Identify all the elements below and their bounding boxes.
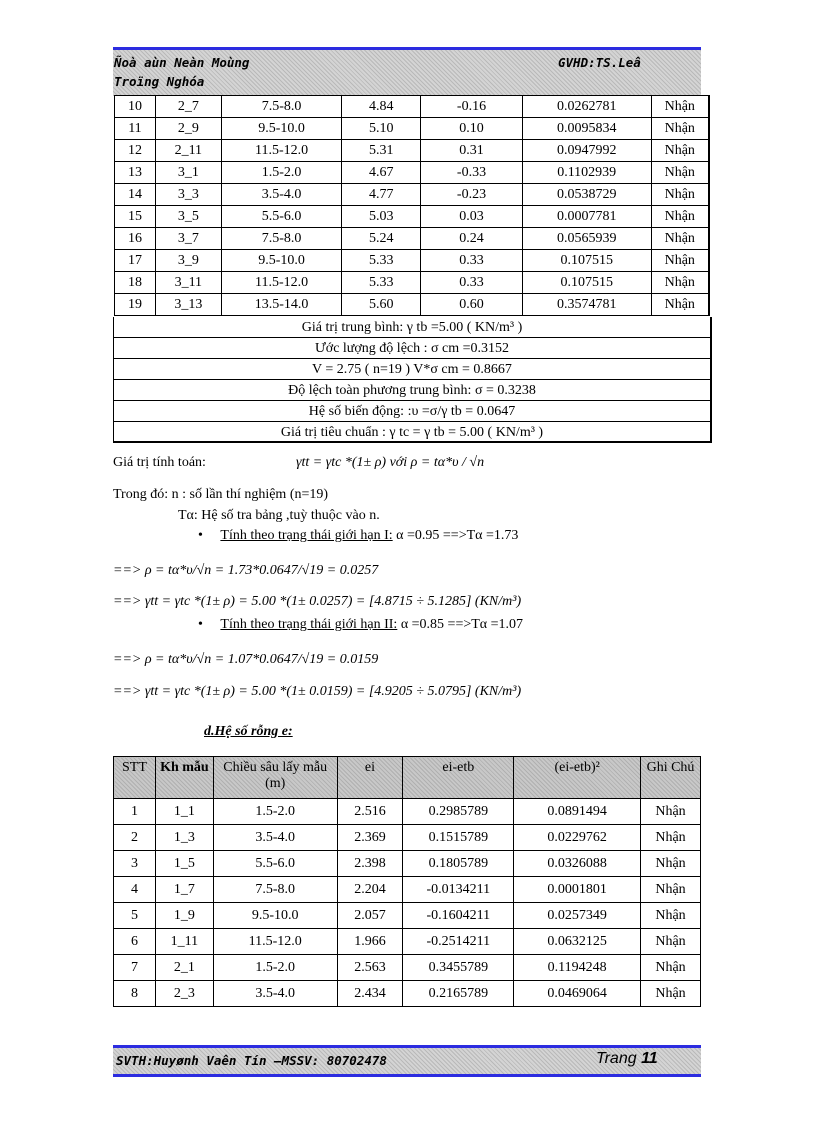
standard-value: Giá trị tiêu chuẩn : γ tc = γ tb = 5.00 ( KN/m³ ): [114, 422, 710, 443]
variation-coefficient: Hệ số biến động: :υ =σ/γ tb = 0.0647: [114, 401, 710, 422]
table-row: [115, 228, 710, 250]
table-cell: 5: [114, 903, 156, 929]
table-cell: 3_9: [155, 250, 221, 272]
table-row: [115, 140, 710, 162]
table-cell: 0.2165789: [403, 981, 514, 1007]
ta-line: Tα: Hệ số tra bảng ,tuỳ thuộc vào n.: [178, 508, 380, 523]
table-cell: 6: [114, 929, 156, 955]
table-cell: 13.5-14.0: [221, 294, 342, 316]
table-cell: 0.0891494: [514, 799, 641, 825]
table-cell: 2_11: [155, 140, 221, 162]
table-cell: 0.0229762: [514, 825, 641, 851]
table-cell: 2.057: [337, 903, 403, 929]
table-cell: Nhận: [641, 825, 701, 851]
table-row: [114, 929, 701, 955]
table-cell: Nhận: [641, 929, 701, 955]
table-cell: Nhận: [651, 250, 709, 272]
table-cell: 0.107515: [522, 272, 651, 294]
table-cell: 8: [114, 981, 156, 1007]
page-footer: [113, 1045, 701, 1077]
table-cell: -0.33: [421, 162, 523, 184]
table-row: [114, 903, 701, 929]
table-row: [115, 206, 710, 228]
table-cell: 3: [114, 851, 156, 877]
table-cell: 0.3574781: [522, 294, 651, 316]
state1-gamma: ==> γtt = γtc *(1± ρ) = 5.00 *(1± 0.0257) = [4.8715 ÷ 5.1285] (KN/m³): [113, 594, 522, 609]
table-cell: 11.5-12.0: [221, 272, 342, 294]
table-cell: Nhận: [651, 294, 709, 316]
table-cell: -0.1604211: [403, 903, 514, 929]
table-cell: 15: [115, 206, 156, 228]
table-cell: 0.107515: [522, 250, 651, 272]
table-cell: 5.10: [342, 118, 421, 140]
table-cell: 2.516: [337, 799, 403, 825]
table-cell: -0.23: [421, 184, 523, 206]
table-row: [114, 955, 701, 981]
rms-deviation: Độ lệch toàn phương trung bình: σ = 0.3238: [114, 380, 710, 401]
table-row: [115, 118, 710, 140]
table-cell: 9.5-10.0: [221, 118, 342, 140]
table-cell: 0.2985789: [403, 799, 514, 825]
table-cell: 18: [115, 272, 156, 294]
table-header-row: [114, 757, 701, 799]
table-row: [115, 294, 710, 316]
table-cell: 5.33: [342, 272, 421, 294]
state2-rho: ==> ρ = tα*υ/√n = 1.07*0.0647/√19 = 0.0159: [113, 652, 379, 667]
table-row: [115, 184, 710, 206]
table-cell: 1.5-2.0: [213, 955, 337, 981]
table-row: [115, 96, 710, 118]
header-ei: ei: [337, 757, 403, 799]
calc-formula: γtt = γtc *(1± ρ) với ρ = tα*υ / √n: [296, 455, 485, 470]
table-cell: 1.966: [337, 929, 403, 955]
table-row: [114, 799, 701, 825]
header-stt: STT: [114, 757, 156, 799]
deviation-estimate: Ước lượng độ lệch : σ cm =0.3152: [114, 338, 710, 359]
table-cell: 5.5-6.0: [221, 206, 342, 228]
table-cell: 4: [114, 877, 156, 903]
table-cell: Nhận: [651, 162, 709, 184]
state1-title: Tính theo trạng thái giới hạn I:: [220, 528, 393, 543]
table-cell: 5.5-6.0: [213, 851, 337, 877]
table-cell: Nhận: [651, 272, 709, 294]
table-cell: 0.0095834: [522, 118, 651, 140]
header-ei-minus-etb: ei-etb: [403, 757, 514, 799]
table-cell: 14: [115, 184, 156, 206]
table-cell: 5.33: [342, 250, 421, 272]
table-cell: 3.5-4.0: [213, 825, 337, 851]
state1-rho: ==> ρ = tα*υ/√n = 1.73*0.0647/√19 = 0.0257: [113, 563, 379, 578]
table-cell: 2_7: [155, 96, 221, 118]
table-cell: 5.60: [342, 294, 421, 316]
table-cell: 0.0262781: [522, 96, 651, 118]
table-cell: Nhận: [641, 981, 701, 1007]
table-cell: 19: [115, 294, 156, 316]
table-cell: 0.3455789: [403, 955, 514, 981]
table-cell: 3_11: [155, 272, 221, 294]
table-cell: 13: [115, 162, 156, 184]
unit-weight-table: [114, 95, 710, 316]
table-cell: 7.5-8.0: [221, 96, 342, 118]
table-cell: 0.24: [421, 228, 523, 250]
table-cell: Nhận: [651, 96, 709, 118]
table-cell: 0.10: [421, 118, 523, 140]
mean-value: Giá trị trung bình: γ tb =5.00 ( KN/m³ ): [114, 317, 710, 338]
where-line: Trong đó: n : số lần thí nghiệm (n=19): [113, 487, 329, 502]
table-cell: Nhận: [641, 851, 701, 877]
page-label: Trang: [596, 1050, 637, 1067]
table-cell: 5.24: [342, 228, 421, 250]
table-row: [115, 250, 710, 272]
table-cell: -0.0134211: [403, 877, 514, 903]
table-cell: 2.369: [337, 825, 403, 851]
table-cell: -0.16: [421, 96, 523, 118]
table-cell: Nhận: [651, 118, 709, 140]
table-cell: 1_3: [155, 825, 213, 851]
table-row: [114, 981, 701, 1007]
statistics-summary: [113, 317, 712, 443]
table-cell: 7.5-8.0: [213, 877, 337, 903]
page-header: [113, 47, 701, 96]
table-cell: 11: [115, 118, 156, 140]
table-cell: Nhận: [641, 955, 701, 981]
table-cell: 0.0001801: [514, 877, 641, 903]
bullet-icon: •: [198, 617, 203, 632]
header-author-name: Troïng Nghóa: [114, 74, 205, 89]
table-cell: 0.0632125: [514, 929, 641, 955]
v-value: V = 2.75 ( n=19 ) V*σ cm = 0.8667: [114, 359, 710, 380]
table-cell: 0.0257349: [514, 903, 641, 929]
header-project-title: Ñoà aùn Neàn Moùng: [114, 55, 250, 70]
table-row: [114, 877, 701, 903]
table-cell: 11.5-12.0: [213, 929, 337, 955]
table-cell: 12: [115, 140, 156, 162]
table-cell: 5.31: [342, 140, 421, 162]
section-title: d.Hệ số rỗng e:: [204, 724, 293, 739]
table-cell: 0.0538729: [522, 184, 651, 206]
table-cell: Nhận: [651, 184, 709, 206]
table-cell: Nhận: [651, 206, 709, 228]
table-cell: 1_7: [155, 877, 213, 903]
table-cell: 11.5-12.0: [221, 140, 342, 162]
table-cell: Nhận: [641, 877, 701, 903]
table-cell: 10: [115, 96, 156, 118]
table-cell: 2.434: [337, 981, 403, 1007]
footer-student: SVTH:Huyønh Vaên Tín –MSSV: 80702478: [116, 1053, 387, 1068]
table-cell: 3.5-4.0: [221, 184, 342, 206]
table-cell: 7.5-8.0: [221, 228, 342, 250]
table-cell: 4.77: [342, 184, 421, 206]
table-cell: 1_5: [155, 851, 213, 877]
table-row: [115, 272, 710, 294]
table-cell: 1_9: [155, 903, 213, 929]
state2-title: Tính theo trạng thái giới hạn II:: [220, 617, 398, 632]
header-sample: Kh mẫu: [155, 757, 213, 799]
table-cell: 16: [115, 228, 156, 250]
state1-line: [198, 528, 518, 544]
table-cell: 0.0469064: [514, 981, 641, 1007]
table-cell: 2_9: [155, 118, 221, 140]
table-row: [114, 851, 701, 877]
table-cell: 1_1: [155, 799, 213, 825]
table-cell: Nhận: [651, 228, 709, 250]
table-cell: 0.33: [421, 250, 523, 272]
table-cell: 3_7: [155, 228, 221, 250]
table-cell: 0.33: [421, 272, 523, 294]
table-cell: 4.67: [342, 162, 421, 184]
void-ratio-table: [113, 756, 701, 1007]
table-cell: 0.1805789: [403, 851, 514, 877]
table-cell: 3_1: [155, 162, 221, 184]
table-cell: 1_11: [155, 929, 213, 955]
calc-label: Giá trị tính toán:: [113, 455, 206, 470]
table-cell: 0.31: [421, 140, 523, 162]
table-cell: 1: [114, 799, 156, 825]
state1-condition: α =0.95 ==>Tα =1.73: [392, 528, 519, 543]
table-cell: 9.5-10.0: [221, 250, 342, 272]
table-cell: 2_3: [155, 981, 213, 1007]
table-cell: 2.398: [337, 851, 403, 877]
table-cell: 3_3: [155, 184, 221, 206]
table-cell: 5.03: [342, 206, 421, 228]
table-cell: 2.204: [337, 877, 403, 903]
table-cell: 2.563: [337, 955, 403, 981]
page-number: 11: [641, 1050, 658, 1067]
table-cell: 1.5-2.0: [221, 162, 342, 184]
header-squared: (ei-etb)²: [514, 757, 641, 799]
state2-gamma: ==> γtt = γtc *(1± ρ) = 5.00 *(1± 0.0159) = [4.9205 ÷ 5.0795] (KN/m³): [113, 684, 522, 699]
state2-condition: α =0.85 ==>Tα =1.07: [397, 617, 524, 632]
table-cell: Nhận: [641, 903, 701, 929]
table-cell: Nhận: [651, 140, 709, 162]
table-cell: 4.84: [342, 96, 421, 118]
table-cell: 17: [115, 250, 156, 272]
table-cell: 0.1102939: [522, 162, 651, 184]
table-cell: 2_1: [155, 955, 213, 981]
table-row: [115, 162, 710, 184]
table-cell: 0.0007781: [522, 206, 651, 228]
state2-line: [198, 617, 523, 633]
table-cell: 3_13: [155, 294, 221, 316]
table-cell: 1.5-2.0: [213, 799, 337, 825]
table-cell: 0.0326088: [514, 851, 641, 877]
table-cell: 0.0947992: [522, 140, 651, 162]
table-cell: 3_5: [155, 206, 221, 228]
table-cell: 2: [114, 825, 156, 851]
table-cell: 3.5-4.0: [213, 981, 337, 1007]
table-cell: 0.0565939: [522, 228, 651, 250]
table-cell: 7: [114, 955, 156, 981]
table-cell: 0.60: [421, 294, 523, 316]
table-cell: 0.03: [421, 206, 523, 228]
table-cell: Nhận: [641, 799, 701, 825]
table-cell: -0.2514211: [403, 929, 514, 955]
bullet-icon: •: [198, 528, 203, 543]
footer-page: [596, 1050, 658, 1068]
table-cell: 0.1515789: [403, 825, 514, 851]
table-row: [114, 825, 701, 851]
table-cell: 0.1194248: [514, 955, 641, 981]
header-advisor: GVHD:TS.Leâ: [558, 55, 641, 70]
header-note: Ghi Chú: [641, 757, 701, 799]
table-cell: 9.5-10.0: [213, 903, 337, 929]
header-depth: Chiều sâu lấy mẫu (m): [213, 757, 337, 799]
